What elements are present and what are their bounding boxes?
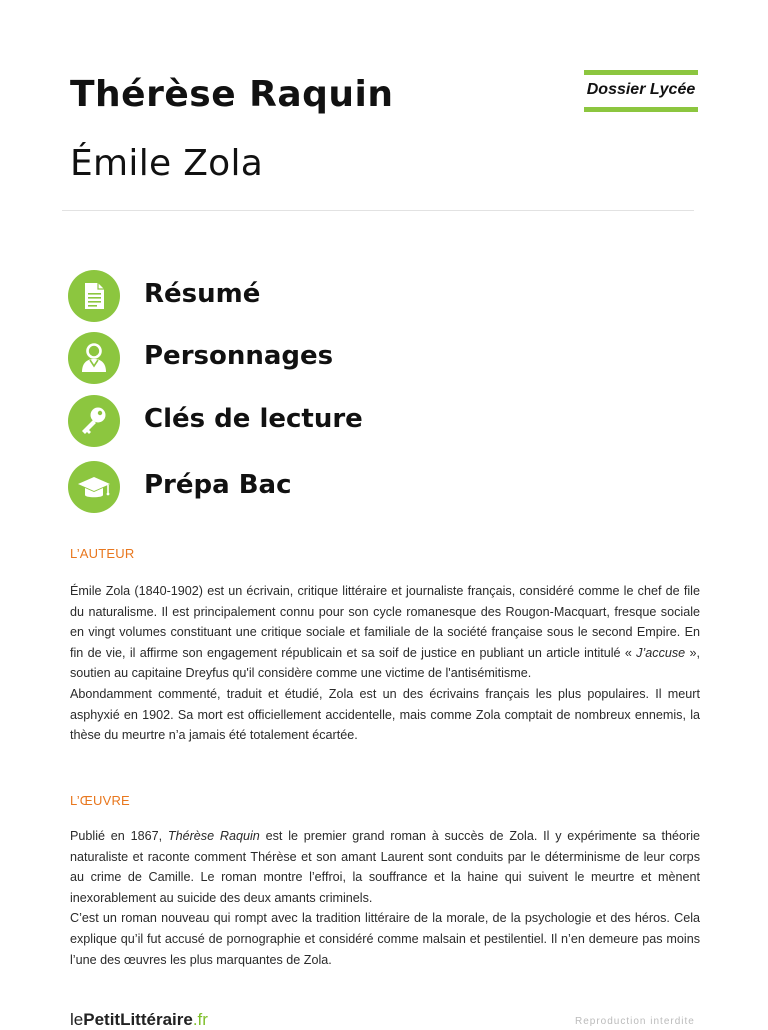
work-paragraph-1: Publié en 1867, Thérèse Raquin est le premier grand roman à succès de Zola. Il y expérimente sa théorie naturaliste et raconte comment Thérèse et son amant Laurent sont conduits par le déterminisme de leur corps au crime de Camille. Le roman montre l’effroi, la souffrance et la haine qui suivent le meurtre et mènent inexorablement au suicide des deux amants criminels. xyxy=(70,829,700,905)
author-paragraph-1: Émile Zola (1840-1902) est un écrivain, critique littéraire et journaliste français, considéré comme le chef de file du naturalisme. Il est principalement connu pour son cycle romanesque des Rougon-Macquart, fresque sociale en vingt volumes constituant une critique sociale et familiale de la société française sous le second Empire. En fin de vie, il affirme son engagement républicain et sa soif de justice en publiant un article intitulé « J’accuse », soutien au capitaine Dreyfus qu'il considère comme une victime de l'antisémitisme. xyxy=(70,584,700,681)
dossier-badge xyxy=(584,70,698,112)
person-icon xyxy=(68,332,120,384)
section-heading-auteur: L’AUTEUR xyxy=(70,546,135,561)
graduation-cap-icon xyxy=(68,461,120,513)
menu-item-personnages[interactable] xyxy=(68,332,568,384)
badge-bottom-bar xyxy=(584,107,698,112)
document-icon xyxy=(68,270,120,322)
section-heading-oeuvre: L’ŒUVRE xyxy=(70,793,130,808)
book-title: Thérèse Raquin xyxy=(70,74,394,115)
badge-top-bar xyxy=(584,70,698,75)
publisher-logo: lePetitLittéraire.fr xyxy=(70,1010,208,1029)
menu-item-prepa-bac[interactable] xyxy=(68,461,568,513)
menu-item-cles-de-lecture[interactable] xyxy=(68,395,568,447)
menu-item-label: Clés de lecture xyxy=(144,404,363,434)
author-name: Émile Zola xyxy=(70,143,264,184)
work-text xyxy=(70,826,700,970)
key-icon xyxy=(68,395,120,447)
menu-item-label: Prépa Bac xyxy=(144,470,292,500)
reproduction-notice: Reproduction interdite xyxy=(575,1016,695,1027)
badge-label: Dossier Lycée xyxy=(586,81,696,98)
author-text xyxy=(70,581,700,746)
author-paragraph-2: Abondamment commenté, traduit et étudié, Zola est un des écrivains français les plus populaires. Il meurt asphyxié en 1902. Sa mort est officiellement accidentelle, mais comme Zola comptait de nombreux ennemis, la thèse du meurtre n’a jamais été totalement écartée. xyxy=(70,686,700,743)
menu-item-label: Personnages xyxy=(144,341,334,371)
menu-item-resume[interactable] xyxy=(68,270,568,322)
header-divider xyxy=(62,210,694,211)
menu-item-label: Résumé xyxy=(144,279,261,309)
work-paragraph-2: C’est un roman nouveau qui rompt avec la tradition littéraire de la morale, de la psychologie et des héros. Cela explique qu’il fut accusé de pornographie et considéré comme malsain et pestilentiel. Il n’en demeure pas moins l’une des œuvres les plus marquantes de Zola. xyxy=(70,911,700,967)
